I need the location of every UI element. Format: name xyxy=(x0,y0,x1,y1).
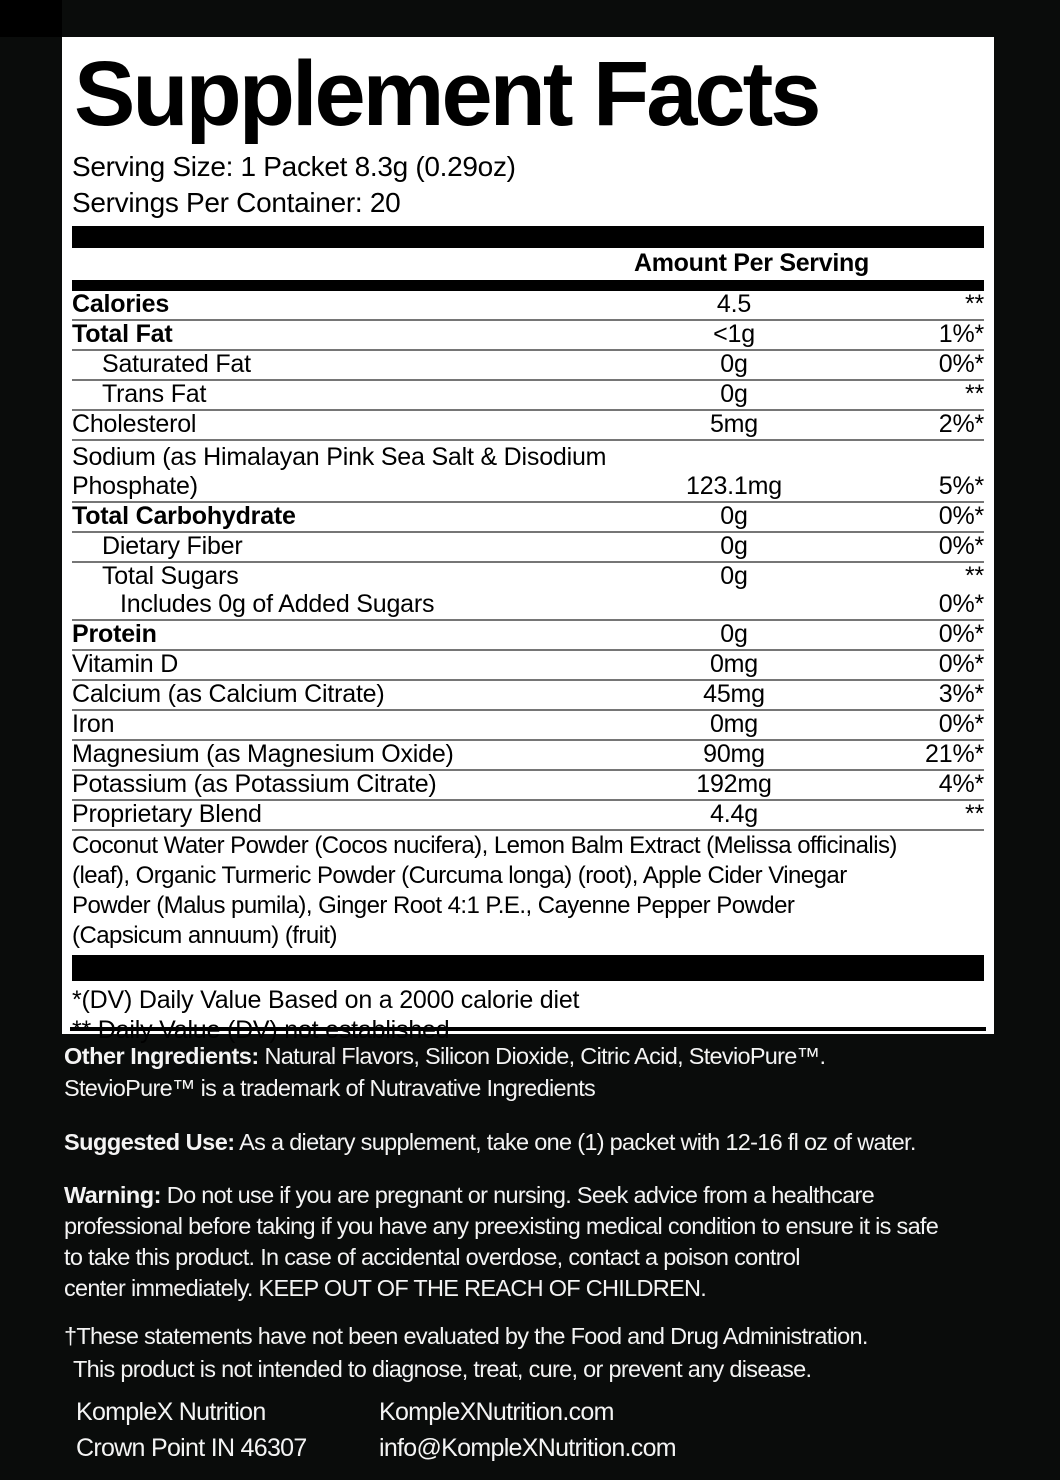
row-amount: 192mg xyxy=(696,770,772,799)
text-line: center immediately. KEEP OUT OF THE REACH OF CHILDREN. xyxy=(64,1275,707,1301)
lower-info-section xyxy=(64,1040,1024,1466)
row-label: Iron xyxy=(72,710,115,739)
row-label: Includes 0g of Added Sugars xyxy=(120,590,435,619)
proprietary-blend-description xyxy=(72,831,984,951)
row-label: Dietary Fiber xyxy=(102,532,243,561)
row-label: Protein xyxy=(72,620,157,649)
text-line: StevioPure™ is a trademark of Nutravative Ingredients xyxy=(64,1075,596,1101)
row-label-continued: Phosphate) xyxy=(72,471,198,500)
servings-per-container: Servings Per Container: 20 xyxy=(72,186,401,218)
table-row xyxy=(72,681,984,711)
text-line: †These statements have not been evaluated by the Food and Drug Administration. xyxy=(64,1323,868,1349)
suggested-use-label: Suggested Use: xyxy=(64,1129,235,1155)
row-amount: 4.4g xyxy=(710,800,758,829)
row-daily-value: 0%* xyxy=(938,710,984,739)
table-row xyxy=(72,411,984,441)
suggested-use-line xyxy=(64,1126,1024,1158)
panel-bottom-rule xyxy=(70,1027,986,1031)
row-daily-value: 0%* xyxy=(938,590,984,619)
row-daily-value: ** xyxy=(964,380,984,409)
row-amount: 0g xyxy=(720,620,748,649)
warning-section xyxy=(64,1180,1024,1304)
table-row xyxy=(72,711,984,741)
row-daily-value: ** xyxy=(964,800,984,829)
suggested-use-section xyxy=(64,1126,1024,1158)
row-label: Total Carbohydrate xyxy=(72,502,296,531)
corner-decoration xyxy=(0,0,62,37)
other-ingredients-line xyxy=(64,1040,1024,1072)
row-label: Magnesium (as Magnesium Oxide) xyxy=(72,740,454,769)
row-amount: 0g xyxy=(720,502,748,531)
daily-value-footnotes xyxy=(72,985,984,1045)
company-website: KompleXNutrition.com xyxy=(379,1398,614,1426)
suggested-use-text: As a dietary supplement, take one (1) packet with 12-16 fl oz of water. xyxy=(239,1129,916,1155)
row-amount: 4.5 xyxy=(716,290,752,319)
row-label: Saturated Fat xyxy=(102,350,251,379)
row-label: Sodium (as Himalayan Pink Sea Salt & Disodium xyxy=(72,442,607,471)
row-label: Potassium (as Potassium Citrate) xyxy=(72,770,437,799)
row-daily-value: 0%* xyxy=(938,350,984,379)
company-row xyxy=(76,1430,1024,1466)
thick-separator-bar xyxy=(72,955,984,981)
warning-text: Do not use if you are pregnant or nursing. Seek advice from a healthcare xyxy=(166,1182,875,1208)
table-row xyxy=(72,441,984,503)
text-line: Coconut Water Powder (Cocos nucifera), Lemon Balm Extract (Melissa officinalis) xyxy=(72,831,897,859)
row-daily-value: 0%* xyxy=(938,620,984,649)
table-row xyxy=(72,741,984,771)
table-row xyxy=(72,621,984,651)
thick-separator-bar xyxy=(72,280,984,291)
row-columns xyxy=(72,472,984,501)
row-amount: <1g xyxy=(713,320,755,349)
thick-separator-bar xyxy=(72,226,984,248)
row-daily-value: ** xyxy=(964,290,984,319)
facts-title: Supplement Facts xyxy=(74,43,819,145)
row-amount: 123.1mg xyxy=(686,471,782,500)
company-name: KompleX Nutrition xyxy=(76,1398,266,1426)
row-label: Proprietary Blend xyxy=(72,800,262,829)
warning-line xyxy=(64,1180,1024,1211)
fda-disclaimer xyxy=(64,1320,1024,1386)
row-daily-value: 2%* xyxy=(938,410,984,439)
row-label: Total Sugars xyxy=(102,562,239,591)
company-email: info@KompleXNutrition.com xyxy=(379,1434,676,1462)
row-daily-value: 0%* xyxy=(938,650,984,679)
row-amount: 0g xyxy=(720,532,748,561)
other-ingredients-continued xyxy=(64,1072,1024,1104)
row-amount: 45mg xyxy=(703,680,765,709)
row-daily-value: ** xyxy=(964,562,984,591)
text-line: to take this product. In case of accidental overdose, contact a poison control xyxy=(64,1244,800,1270)
table-row xyxy=(72,591,984,621)
table-row xyxy=(72,771,984,801)
table-row xyxy=(72,321,984,351)
other-ingredients-label: Other Ingredients: xyxy=(64,1043,259,1069)
row-amount: 0g xyxy=(720,380,748,409)
table-row xyxy=(72,351,984,381)
table-row xyxy=(72,381,984,411)
text-line: Powder (Malus pumila), Ginger Root 4:1 P.E., Cayenne Pepper Powder xyxy=(72,891,795,919)
warning-continued xyxy=(64,1211,1024,1304)
table-row xyxy=(72,533,984,563)
row-daily-value: 1%* xyxy=(938,320,984,349)
row-label: Vitamin D xyxy=(72,650,179,679)
serving-size: Serving Size: 1 Packet 8.3g (0.29oz) xyxy=(72,150,516,182)
row-daily-value: 21%* xyxy=(925,740,984,769)
nutrition-table xyxy=(72,291,984,831)
row-amount: 0mg xyxy=(709,650,759,679)
text-line: (Capsicum annuum) (fruit) xyxy=(72,921,337,949)
row-daily-value: 4%* xyxy=(938,770,984,799)
row-amount: 0g xyxy=(720,562,748,591)
row-amount: 90mg xyxy=(703,740,765,769)
text-line: (leaf), Organic Turmeric Powder (Curcuma longa) (root), Apple Cider Vinegar xyxy=(72,861,847,889)
row-amount: 5mg xyxy=(709,410,759,439)
company-address: Crown Point IN 46307 xyxy=(76,1434,307,1462)
row-daily-value: 3%* xyxy=(938,680,984,709)
row-daily-value: 0%* xyxy=(938,502,984,531)
other-ingredients-text: Natural Flavors, Silicon Dioxide, Citric Acid, StevioPure™. xyxy=(264,1043,826,1069)
company-info xyxy=(76,1394,1024,1466)
row-daily-value: 5%* xyxy=(938,471,984,500)
other-ingredients-section xyxy=(64,1040,1024,1104)
amount-per-serving-header-row xyxy=(72,248,984,280)
table-row xyxy=(72,291,984,321)
text-line: *(DV) Daily Value Based on a 2000 calorie diet xyxy=(72,985,580,1014)
row-label: Cholesterol xyxy=(72,410,197,439)
table-row xyxy=(72,563,984,591)
text-line: This product is not intended to diagnose, treat, cure, or prevent any disease. xyxy=(73,1356,812,1382)
row-label: Total Fat xyxy=(72,320,173,349)
row-amount: 0mg xyxy=(709,710,759,739)
table-row xyxy=(72,651,984,681)
row-amount: 0g xyxy=(720,350,748,379)
table-row xyxy=(72,801,984,831)
text-line: professional before taking if you have any preexisting medical condition to ensure it is safe xyxy=(64,1213,939,1239)
amount-per-serving-header: Amount Per Serving xyxy=(634,249,869,278)
table-row xyxy=(72,503,984,533)
row-label: Calcium (as Calcium Citrate) xyxy=(72,680,385,709)
company-row xyxy=(76,1394,1024,1430)
row-daily-value: 0%* xyxy=(938,532,984,561)
supplement-facts-panel xyxy=(62,37,994,1034)
warning-label: Warning: xyxy=(64,1182,161,1208)
row-label: Trans Fat xyxy=(102,380,207,409)
row-label: Calories xyxy=(72,290,170,319)
